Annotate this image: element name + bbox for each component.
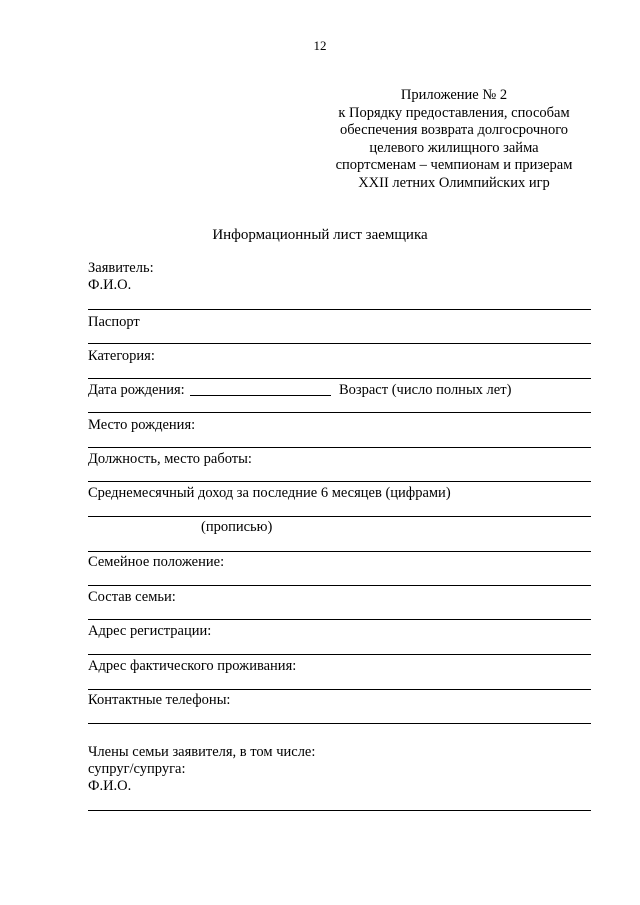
spouse-fio-label: Ф.И.О. (88, 778, 132, 794)
appendix-line: спортсменам – чемпионам и призерам (335, 157, 573, 174)
birth-place-line[interactable] (88, 447, 591, 448)
appendix-line: обеспечения возврата долгосрочного (339, 122, 569, 139)
birth-date-line[interactable] (88, 412, 591, 413)
position-label: Должность, место работы: (88, 451, 252, 467)
phones-label: Контактные телефоны: (88, 692, 231, 708)
family-line[interactable] (88, 619, 591, 620)
applicant-label: Заявитель: (88, 260, 154, 276)
marital-line[interactable] (88, 585, 591, 586)
birth-place-label: Место рождения: (88, 417, 196, 433)
passport-label: Паспорт (88, 314, 140, 330)
family-label: Состав семьи: (88, 589, 176, 605)
birth-date-row (88, 382, 511, 399)
appendix-header (318, 87, 590, 193)
appendix-line: к Порядку предоставления, способам (338, 104, 570, 121)
income-label: Среднемесячный доход за последние 6 месяцев (цифрами) (88, 485, 451, 501)
position-line[interactable] (88, 481, 591, 482)
fio-label: Ф.И.О. (88, 277, 132, 293)
reg-address-line[interactable] (88, 654, 591, 655)
category-label: Категория: (88, 348, 155, 364)
marital-label: Семейное положение: (88, 554, 225, 570)
appendix-line: целевого жилищного займа (369, 139, 539, 156)
category-field-line[interactable] (88, 378, 591, 379)
birth-date-field[interactable] (190, 382, 331, 396)
phones-line[interactable] (88, 723, 591, 724)
reg-address-label: Адрес регистрации: (88, 623, 212, 639)
appendix-line: Приложение № 2 (400, 87, 508, 103)
spouse-fio-line[interactable] (88, 810, 591, 811)
page-number: 12 (313, 38, 327, 53)
income-line[interactable] (88, 516, 591, 517)
in-words-label: (прописью) (201, 519, 273, 535)
spouse-label: супруг/супруга: (88, 761, 186, 777)
family-members-label: Члены семьи заявителя, в том числе: (88, 744, 316, 760)
fio-field-line[interactable] (88, 309, 591, 310)
in-words-line[interactable] (88, 551, 591, 552)
birth-date-label: Дата рождения: (88, 382, 185, 398)
age-label: Возраст (число полных лет) (338, 382, 512, 398)
passport-field-line[interactable] (88, 343, 591, 344)
actual-address-line[interactable] (88, 689, 591, 690)
appendix-line: XXII летних Олимпийских игр (358, 174, 550, 191)
document-title: Информационный лист заемщика (212, 227, 428, 243)
actual-address-label: Адрес фактического проживания: (88, 658, 297, 674)
